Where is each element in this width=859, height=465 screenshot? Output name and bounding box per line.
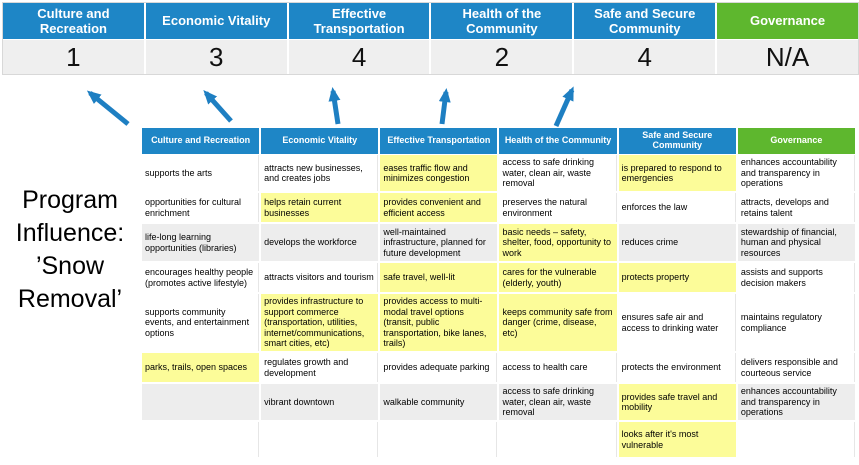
matrix-cell-r6-c6: delivers responsible and courteous service	[738, 353, 857, 384]
matrix-cell-r5-c6: maintains regulatory compliance	[738, 294, 857, 353]
influence-arrow-safe	[556, 90, 572, 126]
summary-header-safe-and-secure-community: Safe and Secure Community	[574, 3, 715, 39]
matrix-cell-r1-c1: supports the arts	[142, 155, 261, 193]
matrix-cell-r4-c6: assists and supports decision makers	[738, 263, 857, 294]
matrix-header-economic-vitality: Economic Vitality	[261, 128, 380, 155]
matrix-cell-r3-c4: basic needs – safety, shelter, food, opportunity to work	[499, 224, 618, 263]
matrix-cell-r2-c3: provides convenient and efficient access	[380, 193, 499, 224]
influence-matrix	[142, 128, 857, 459]
summary-header-governance: Governance	[717, 3, 858, 39]
matrix-cell-r6-c1: parks, trails, open spaces	[142, 353, 261, 384]
matrix-cell-r5-c4: keeps community safe from danger (crime, disease, etc)	[499, 294, 618, 353]
matrix-header-governance: Governance	[738, 128, 857, 155]
matrix-cell-r1-c3: eases traffic flow and minimizes congestion	[380, 155, 499, 193]
influence-arrow-transportation	[333, 91, 338, 124]
matrix-cell-r2-c6: attracts, develops and retains talent	[738, 193, 857, 224]
matrix-cell-r6-c5: protects the environment	[619, 353, 738, 384]
matrix-cell-r8-c3	[380, 422, 499, 459]
matrix-cell-r4-c3: safe travel, well-lit	[380, 263, 499, 294]
matrix-cell-r1-c2: attracts new businesses, and creates jobs	[261, 155, 380, 193]
matrix-cell-r2-c5: enforces the law	[619, 193, 738, 224]
summary-table	[2, 2, 859, 75]
summary-header-health-of-the-community: Health of the Community	[431, 3, 572, 39]
matrix-cell-r5-c3: provides access to multi-modal travel options (transit, public transportation, bike lanes, trails)	[380, 294, 499, 353]
matrix-cell-r3-c1: life-long learning opportunities (libraries)	[142, 224, 261, 263]
matrix-cell-r4-c1: encourages healthy people (promotes active lifestyle)	[142, 263, 261, 294]
summary-score-economic-vitality: 3	[146, 40, 287, 74]
matrix-cell-r8-c4	[499, 422, 618, 459]
matrix-header-effective-transportation: Effective Transportation	[380, 128, 499, 155]
matrix-cell-r4-c2: attracts visitors and tourism	[261, 263, 380, 294]
matrix-cell-r5-c1: supports community events, and entertainment options	[142, 294, 261, 353]
matrix-cell-r5-c5: ensures safe air and access to drinking water	[619, 294, 738, 353]
matrix-cell-r5-c2: provides infrastructure to support commerce (transportation, utilities, internet/communications, smart cities, etc)	[261, 294, 380, 353]
matrix-cell-r7-c5: provides safe travel and mobility	[619, 384, 738, 422]
summary-score-health-of-the-community: 2	[431, 40, 572, 74]
matrix-cell-r7-c1	[142, 384, 261, 422]
matrix-cell-r3-c3: well-maintained infrastructure, planned for future development	[380, 224, 499, 263]
influence-arrow-culture	[90, 93, 128, 124]
matrix-cell-r3-c5: reduces crime	[619, 224, 738, 263]
matrix-cell-r3-c2: develops the workforce	[261, 224, 380, 263]
summary-score-effective-transportation: 4	[289, 40, 430, 74]
matrix-cell-r8-c2	[261, 422, 380, 459]
matrix-cell-r6-c2: regulates growth and development	[261, 353, 380, 384]
matrix-cell-r6-c4: access to health care	[499, 353, 618, 384]
matrix-cell-r2-c4: preserves the natural environment	[499, 193, 618, 224]
summary-header-effective-transportation: Effective Transportation	[289, 3, 430, 39]
matrix-cell-r7-c3: walkable community	[380, 384, 499, 422]
matrix-cell-r1-c6: enhances accountability and transparency in operations	[738, 155, 857, 193]
program-influence-title: Program Influence: ’Snow Removal’	[15, 186, 125, 313]
summary-header-culture-and-recreation: Culture and Recreation	[3, 3, 144, 39]
summary-score-safe-and-secure-community: 4	[574, 40, 715, 74]
matrix-header-safe-and-secure-community: Safe and Secure Community	[619, 128, 738, 155]
matrix-header-culture-and-recreation: Culture and Recreation	[142, 128, 261, 155]
matrix-cell-r8-c6	[738, 422, 857, 459]
matrix-header-health-of-the-community: Health of the Community	[499, 128, 618, 155]
summary-score-governance: N/A	[717, 40, 858, 74]
matrix-cell-r8-c1	[142, 422, 261, 459]
matrix-cell-r7-c6: enhances accountability and transparency in operations	[738, 384, 857, 422]
matrix-cell-r6-c3: provides adequate parking	[380, 353, 499, 384]
influence-arrow-health	[442, 92, 446, 124]
matrix-cell-r1-c4: access to safe drinking water, clean air, waste removal	[499, 155, 618, 193]
matrix-cell-r1-c5: is prepared to respond to emergencies	[619, 155, 738, 193]
matrix-cell-r4-c5: protects property	[619, 263, 738, 294]
matrix-cell-r7-c4: access to safe drinking water, clean air, waste removal	[499, 384, 618, 422]
summary-header-economic-vitality: Economic Vitality	[146, 3, 287, 39]
matrix-cell-r8-c5: looks after it's most vulnerable	[619, 422, 738, 459]
matrix-cell-r2-c1: opportunities for cultural enrichment	[142, 193, 261, 224]
matrix-cell-r4-c4: cares for the vulnerable (elderly, youth)	[499, 263, 618, 294]
matrix-cell-r2-c2: helps retain current businesses	[261, 193, 380, 224]
matrix-cell-r7-c2: vibrant downtown	[261, 384, 380, 422]
influence-arrow-economic	[206, 93, 231, 121]
matrix-cell-r3-c6: stewardship of financial, human and physical resources	[738, 224, 857, 263]
summary-score-culture-and-recreation: 1	[3, 40, 144, 74]
